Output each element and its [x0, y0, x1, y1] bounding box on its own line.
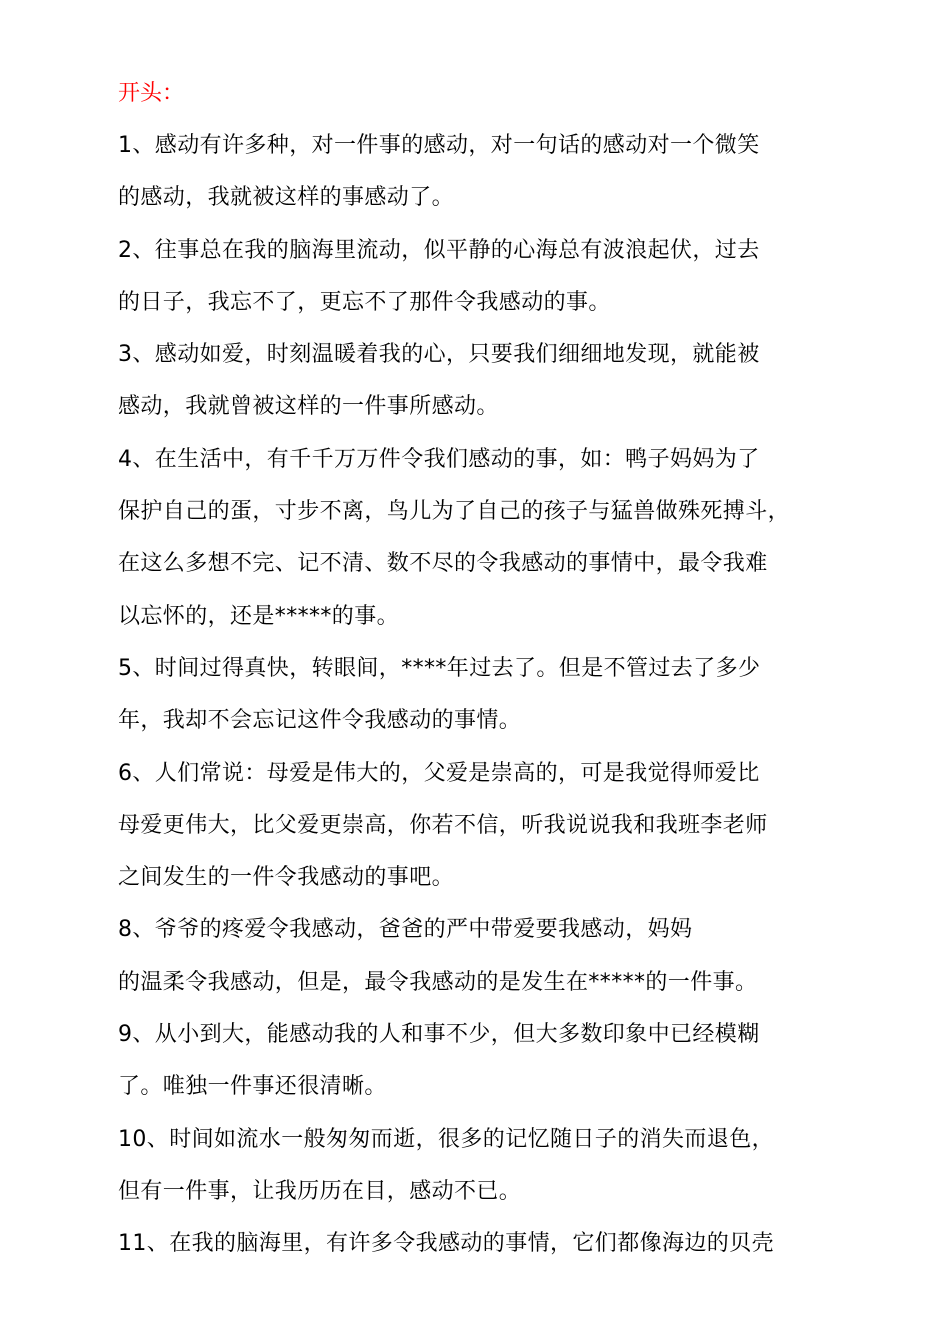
text-line: 6、人们常说：母爱是伟大的，父爱是崇高的，可是我觉得师爱比 [118, 760, 760, 786]
paragraph-lines [118, 130, 878, 1281]
text-line: 了。唯独一件事还很清晰。 [118, 1074, 387, 1100]
text-line: 的感动，我就被这样的事感动了。 [118, 185, 455, 211]
text-line: 1、感动有许多种，对一件事的感动，对一句话的感动对一个微笑 [118, 133, 760, 158]
text-line: 保护自己的蛋，寸步不离，鸟儿为了自己的孩子与猛兽做殊死搏斗， [118, 499, 791, 525]
section-heading: 开头： [118, 81, 185, 106]
text-line: 9、从小到大，能感动我的人和事不少，但大多数印象中已经模糊 [118, 1022, 760, 1048]
text-line: 之间发生的一件令我感动的事吧。 [118, 865, 455, 891]
text-line: 11、在我的脑海里，有许多令我感动的事情，它们都像海边的贝壳 [118, 1231, 774, 1257]
text-line: 4、在生活中，有千千万万件令我们感动的事，如：鸭子妈妈为了 [118, 446, 760, 472]
text-line: 2、往事总在我的脑海里流动，似平静的心海总有波浪起伏，过去 [118, 237, 760, 263]
text-line: 感动，我就曾被这样的一件事所感动。 [118, 394, 499, 420]
text-line: 母爱更伟大，比父爱更崇高，你若不信，听我说说我和我班李老师 [118, 812, 768, 838]
text-line: 5、时间过得真快，转眼间，****年过去了。但是不管过去了多少 [118, 655, 761, 681]
text-line: 在这么多想不完、记不清、数不尽的令我感动的事情中，最令我难 [118, 551, 768, 577]
text-line: 以忘怀的，还是*****的事。 [118, 603, 400, 629]
text-line: 8、爷爷的疼爱令我感动，爸爸的严中带爱要我感动，妈妈 [118, 917, 693, 943]
text-line: 的温柔令我感动，但是，最令我感动的是发生在*****的一件事。 [118, 969, 758, 995]
text-line: 10、时间如流水一般匆匆而逝，很多的记忆随日子的消失而退色， [118, 1126, 774, 1152]
text-line: 的日子，我忘不了，更忘不了那件令我感动的事。 [118, 289, 611, 315]
text-line: 但有一件事，让我历历在目，感动不已。 [118, 1178, 522, 1204]
text-line: 年，我却不会忘记这件令我感动的事情。 [118, 708, 522, 734]
text-line: 3、感动如爱，时刻温暖着我的心，只要我们细细地发现，就能被 [118, 342, 760, 368]
